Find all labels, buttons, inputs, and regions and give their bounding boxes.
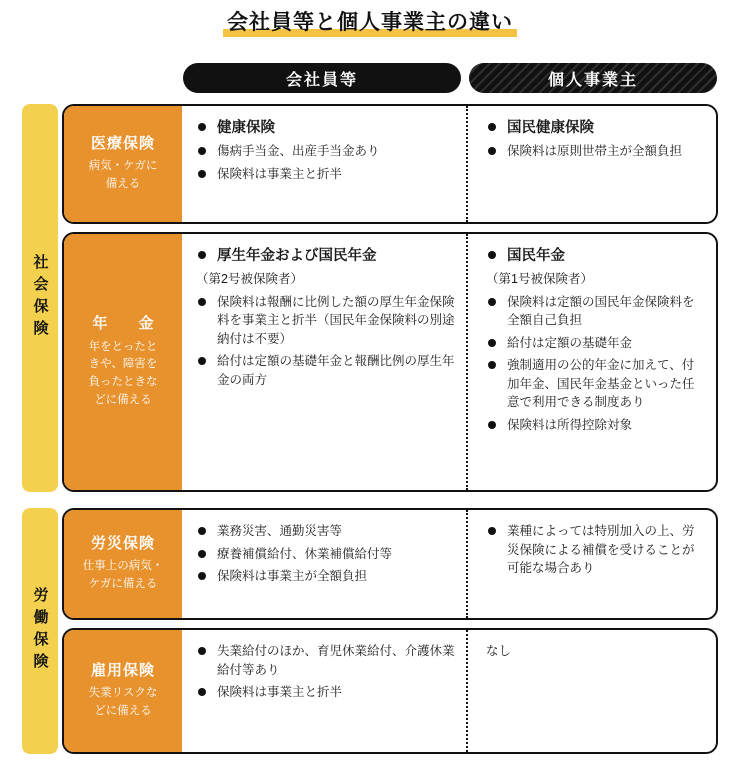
cell-medical-selfemployed	[468, 106, 716, 222]
column-header-employee-label: 会社員等	[285, 71, 358, 89]
row-subtitle-line: 負ったときな	[88, 376, 158, 389]
column-header-employee	[183, 63, 461, 93]
list-item: 保険料は報酬に比例した額の厚生年金保険料を事業主と折半（国民年金保険料の別途納付は不要）	[196, 293, 456, 349]
row-subtitle-line: 年をとったと	[88, 340, 158, 353]
row-subtitle-medical-insurance	[89, 158, 158, 194]
row-medical-insurance	[62, 104, 718, 224]
row-subtitle-line: 備える	[105, 178, 141, 191]
list-item: 国民年金	[486, 246, 706, 267]
row-subtitle-line: どに備える	[94, 394, 152, 407]
row-label-workers-accident-insurance	[64, 510, 182, 618]
row-label-employment-insurance	[64, 630, 182, 752]
row-label-pension	[64, 234, 182, 490]
row-subtitle-line: 病気・ケガに	[88, 160, 158, 173]
list-item: 給付は定額の基礎年金	[486, 334, 706, 353]
list-item: 療養補償給付、休業補償給付等	[196, 545, 456, 564]
column-header-selfemployed-label: 個人事業主	[547, 71, 638, 89]
row-employment-insurance	[62, 628, 718, 754]
row-title-workers-accident-insurance: 労災保険	[90, 534, 155, 552]
cell-pension-selfemployed	[468, 234, 716, 490]
row-subtitle-line: どに備える	[94, 705, 152, 718]
list-item: 傷病手当金、出産手当金あり	[196, 142, 456, 161]
category-rail-social-insurance	[22, 104, 58, 492]
row-workers-accident-insurance	[62, 508, 718, 620]
category-label-social-insurance: 社会保険	[31, 254, 49, 342]
cell-employment-employee	[182, 630, 468, 752]
row-subtitle-line: ケガに備える	[88, 578, 158, 591]
row-pension	[62, 232, 718, 492]
row-subtitle-employment-insurance	[89, 685, 158, 721]
cell-accident-employee	[182, 510, 468, 618]
list-item: 給付は定額の基礎年金と報酬比例の厚生年金の両方	[196, 352, 456, 389]
list-item: 保険料は事業主と折半	[196, 165, 456, 184]
page-title: 会社員等と個人事業主の違い	[223, 6, 517, 37]
list-item: 保険料は原則世帯主が全額負担	[486, 142, 706, 161]
cell-employment-selfemployed-text: なし	[486, 644, 512, 658]
list-item: 保険料は所得控除対象	[486, 416, 706, 435]
list-item: （第1号被保険者）	[486, 272, 593, 287]
column-header-selfemployed	[469, 63, 717, 93]
category-rail-labor-insurance	[22, 508, 58, 754]
row-cells-workers-accident-insurance	[182, 510, 716, 618]
cell-employment-selfemployed	[468, 630, 716, 752]
list-item: 保険料は事業主と折半	[196, 683, 456, 702]
list-item: 強制適用の公的年金に加えて、付加年金、国民年金基金といった任意で利用できる制度あり	[486, 356, 706, 412]
row-subtitle-workers-accident-insurance	[83, 558, 164, 594]
row-subtitle-pension	[89, 339, 158, 410]
cell-pension-employee	[182, 234, 468, 490]
cell-accident-selfemployed	[468, 510, 716, 618]
list-item: 保険料は定額の国民年金保険料を全額自己負担	[486, 293, 706, 330]
row-title-employment-insurance: 雇用保険	[90, 661, 155, 679]
list-item: 健康保険	[196, 118, 456, 139]
list-item: 業務災害、通勤災害等	[196, 522, 456, 541]
row-subtitle-line: 仕事上の病気・	[82, 560, 164, 573]
list-item: 失業給付のほか、育児休業給付、介護休業給付等あり	[196, 642, 456, 679]
row-subtitle-line: 失業リスクな	[88, 687, 158, 700]
row-title-medical-insurance: 医療保険	[90, 134, 155, 152]
row-cells-employment-insurance	[182, 630, 716, 752]
row-cells-medical-insurance	[182, 106, 716, 222]
row-label-medical-insurance	[64, 106, 182, 222]
page-title-wrap	[0, 6, 740, 37]
list-item: （第2号被保険者）	[196, 272, 303, 287]
list-item: 厚生年金および国民年金	[196, 246, 456, 267]
row-cells-pension	[182, 234, 716, 490]
row-subtitle-line: きや、障害を	[88, 358, 158, 371]
cell-medical-employee	[182, 106, 468, 222]
list-item: 国民健康保険	[486, 118, 706, 139]
row-title-pension: 年 金	[92, 315, 162, 333]
list-item: 業種によっては特別加入の上、労災保険による補償を受けることが可能な場合あり	[486, 522, 706, 578]
category-label-labor-insurance: 労働保険	[31, 587, 49, 675]
list-item: 保険料は事業主が全額負担	[196, 567, 456, 586]
